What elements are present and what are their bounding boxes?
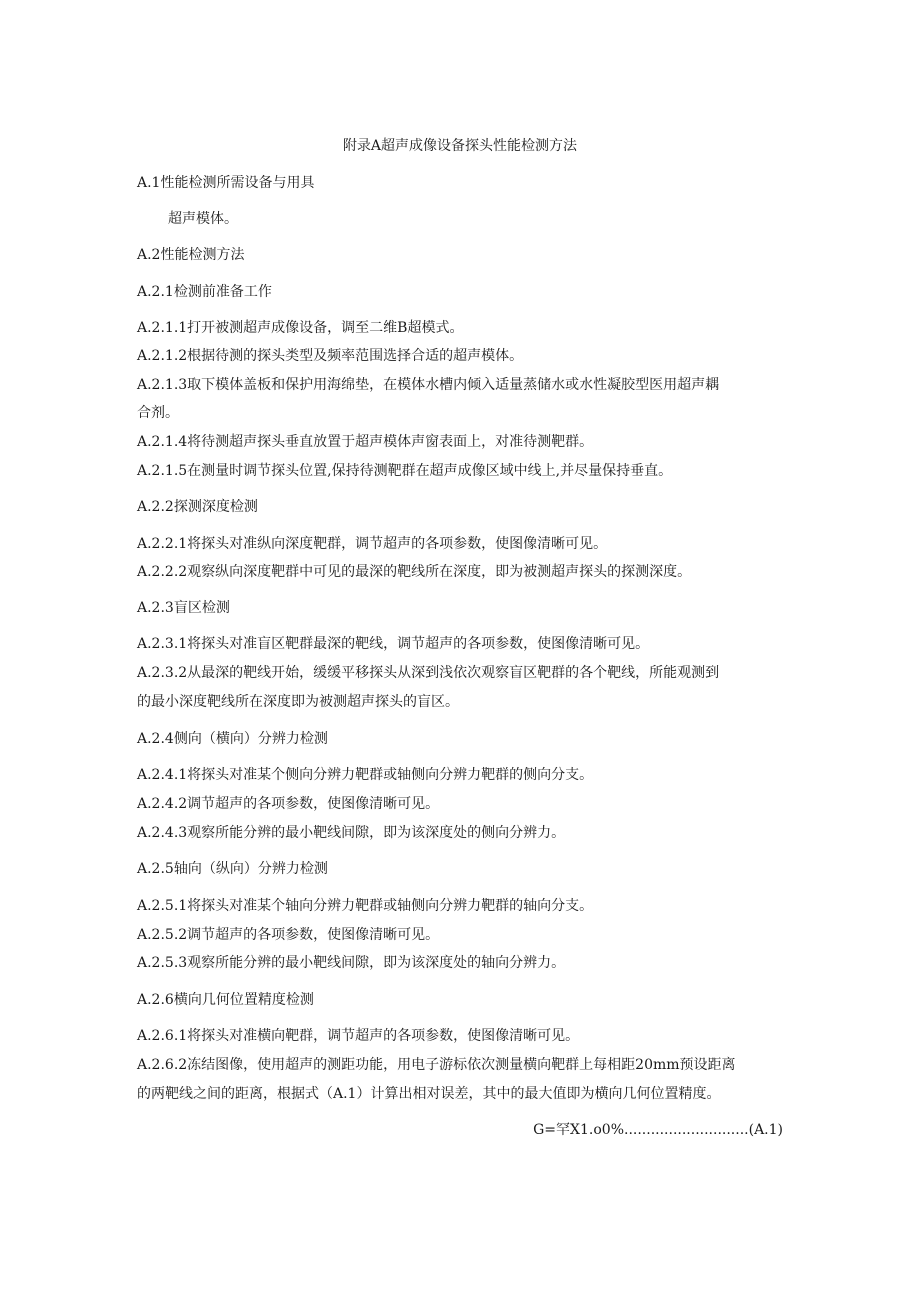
section-a22-heading: A.2.2探测深度检测: [137, 499, 258, 515]
clause-a214: A.2.1.4将待测超声探头垂直放置于超声模体声窗表面上，对准待测靶群。: [137, 434, 594, 450]
appendix-title: 附录A超声成像设备探头性能检测方法: [342, 138, 578, 154]
clause-a212: A.2.1.2根据待测的探头类型及频率范围选择合适的超声模体。: [137, 348, 524, 364]
clause-a253: A.2.5.3观察所能分辨的最小靶线间隙，即为该深度处的轴向分辨力。: [137, 955, 566, 971]
section-a25-heading: A.2.5轴向（纵向）分辨力检测: [137, 861, 328, 877]
clause-a232: A.2.3.2从最深的靶线开始，缓缓平移探头从深到浅依次观察盲区靶群的各个靶线，所能观测到: [137, 665, 720, 681]
clause-a251: A.2.5.1将探头对准某个轴向分辨力靶群或轴侧向分辨力靶群的轴向分支。: [137, 898, 594, 914]
clause-a261: A.2.6.1将探头对准横向靶群，调节超声的各项参数，使图像清晰可见。: [137, 1028, 580, 1044]
clause-a262-cont: 的两靶线之间的距离，根据式（A.1）计算出相对误差，其中的最大值即为横向几何位置精度。: [137, 1086, 721, 1102]
section-a2-heading: A.2性能检测方法: [137, 247, 245, 263]
clause-a243: A.2.4.3观察所能分辨的最小靶线间隙，即为该深度处的侧向分辨力。: [137, 825, 566, 841]
clause-a231: A.2.3.1将探头对准盲区靶群最深的靶线，调节超声的各项参数，使图像清晰可见。: [137, 636, 650, 652]
clause-a213: A.2.1.3取下模体盖板和保护用海绵垫，在模体水槽内倾入适量蒸储水或水性凝胶型医用超声耦: [137, 377, 720, 393]
section-a26-heading: A.2.6横向几何位置精度检测: [137, 992, 314, 1008]
formula-a1: G=罕X1.o0%............................(A.1): [533, 1122, 783, 1138]
clause-a221: A.2.2.1将探头对准纵向深度靶群，调节超声的各项参数，使图像清晰可见。: [137, 536, 608, 552]
clause-a241: A.2.4.1将探头对准某个侧向分辨力靶群或轴侧向分辨力靶群的侧向分支。: [137, 767, 594, 783]
section-a24-heading: A.2.4侧向（横向）分辨力检测: [137, 731, 328, 747]
clause-a215: A.2.1.5在测量时调节探头位置,保持待测靶群在超声成像区域中线上,并尽量保持垂直。: [137, 463, 673, 479]
section-a23-heading: A.2.3盲区检测: [137, 600, 230, 616]
paragraph-phantom: 超声模体。: [168, 211, 238, 227]
clause-a262: A.2.6.2冻结图像，使用超声的测距功能，用电子游标依次测量横向靶群上每相距20mm预设距离: [137, 1057, 736, 1073]
clause-a232-cont: 的最小深度靶线所在深度即为被测超声探头的盲区。: [137, 694, 459, 710]
clause-a222: A.2.2.2观察纵向深度靶群中可见的最深的靶线所在深度，即为被测超声探头的探测深度。: [137, 564, 692, 580]
section-a1-heading: A.1性能检测所需设备与用具: [137, 175, 315, 191]
clause-a242: A.2.4.2调节超声的各项参数，使图像清晰可见。: [137, 796, 440, 812]
section-a21-heading: A.2.1检测前准备工作: [137, 284, 272, 300]
clause-a252: A.2.5.2调节超声的各项参数，使图像清晰可见。: [137, 927, 440, 943]
clause-a211: A.2.1.1打开被测超声成像设备，调至二维B超模式。: [137, 320, 464, 336]
clause-a213-cont: 合剂。: [137, 405, 179, 421]
